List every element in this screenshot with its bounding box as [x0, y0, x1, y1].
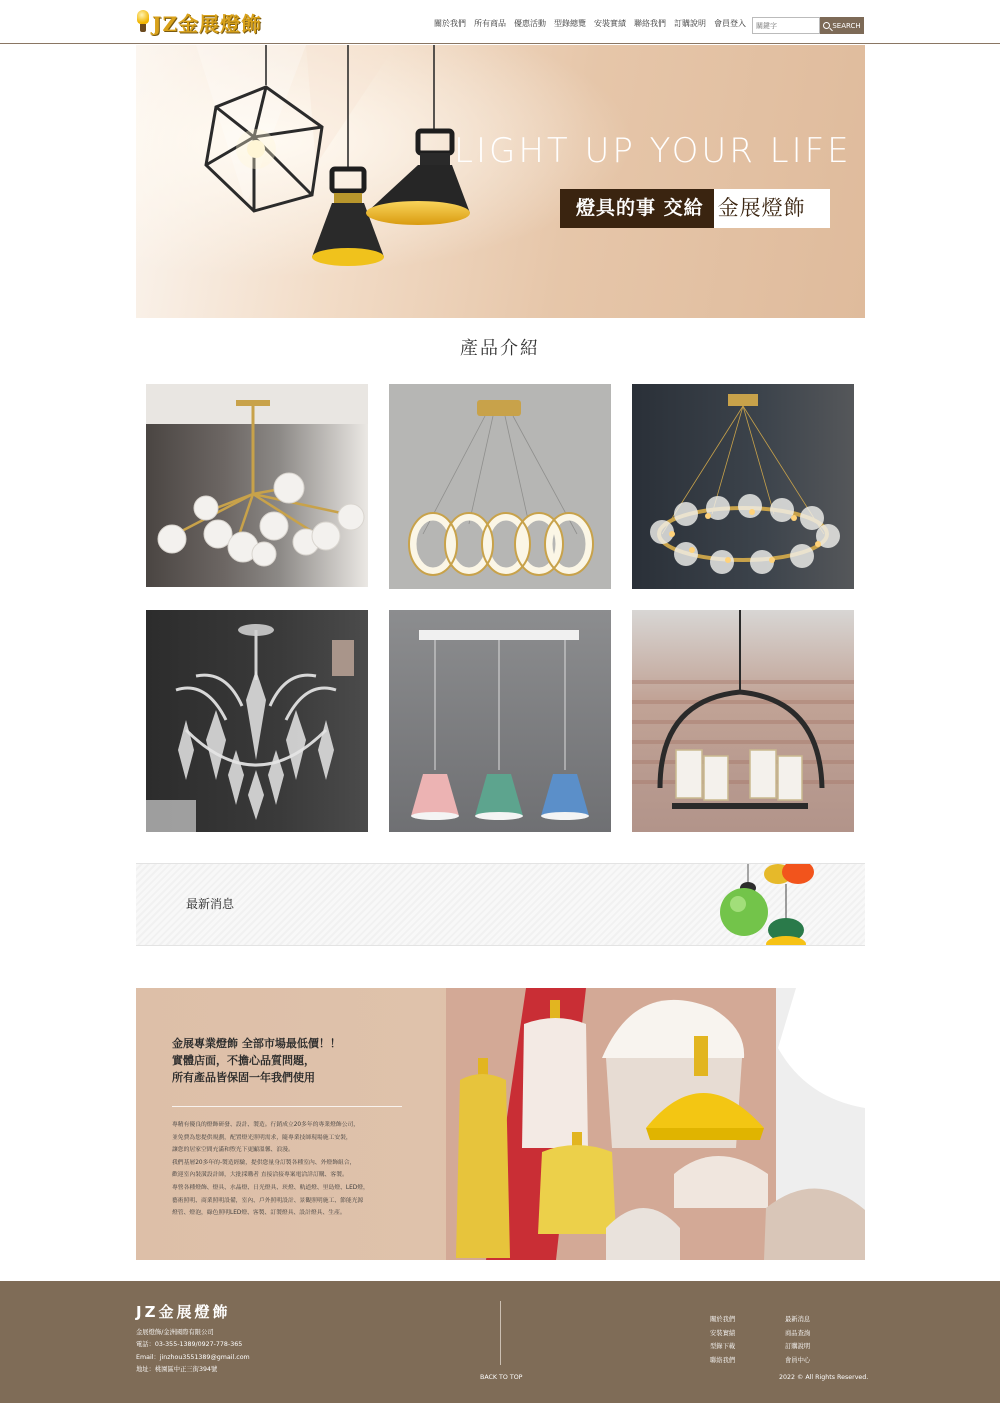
site-header [0, 0, 1000, 44]
promo-heading-line: 所有產品皆保固一年我們使用 [172, 1071, 315, 1084]
products-section-title: 產品介紹 [460, 338, 540, 359]
search-button[interactable] [820, 17, 864, 34]
main-nav [434, 18, 754, 29]
footer-email[interactable]: Email：jinzhou3551389@gmail.com [136, 1353, 250, 1361]
product-card-ring-pendant[interactable] [389, 384, 611, 589]
footer-link-catalog-download[interactable]: 型錄下載 [710, 1343, 736, 1350]
promo-heading-line: 實體店面，不擔心品質問題， [172, 1054, 315, 1067]
promo-heading-line: 金展專業燈飾 全部市場最低價！！ [172, 1037, 341, 1050]
nav-all-products[interactable]: 所有商品 [474, 19, 506, 28]
hero-banner [136, 45, 865, 318]
footer-link-installations[interactable]: 安裝實績 [710, 1329, 736, 1337]
news-label: 最新消息 [186, 897, 235, 911]
hero-tagline-dark: 燈具的事 交給 [560, 189, 714, 228]
footer-brand: JZ金展燈飾 [136, 1303, 231, 1321]
promo-body-line: 並免費為您提供規劃，配置燈光照明需求，隨專業技師現場施工安裝， [172, 1134, 352, 1141]
news-banner[interactable] [136, 863, 865, 946]
cage-chandelier-image [632, 610, 854, 832]
crystal-chandelier-image [146, 610, 368, 832]
nav-member-login[interactable]: 會員登入 [714, 19, 746, 28]
product-card-bubble-chandelier[interactable] [146, 384, 368, 587]
promo-body-line: 歡迎室內裝潢設計師，大批採購者 直接洽接專案電洽詳訂購、客製。 [172, 1172, 348, 1179]
colored-glass-lamps-image [696, 864, 865, 946]
product-card-color-pendant-set[interactable] [389, 610, 611, 832]
search-input[interactable] [752, 17, 820, 34]
footer-phone: 電話：03-355-1389/0927-778-365 [136, 1341, 243, 1349]
product-card-crystal-ring-chandelier[interactable] [632, 384, 854, 589]
footer-link-order-guide[interactable]: 訂購說明 [785, 1343, 811, 1350]
promo-body-line: 讓您的居家空間充滿和煦光下更顯溫馨、浪漫。 [172, 1147, 294, 1154]
logo-text: JZ金展燈飾 [152, 11, 263, 36]
hero-tagline [560, 189, 830, 228]
ring-pendant-image [389, 384, 611, 589]
nav-installations[interactable]: 安裝實績 [594, 19, 626, 28]
promo-body-line: 藝術照明、商業照明設備，室內、戶外照明設計、景觀照明施工、節能光源 [172, 1197, 364, 1204]
hero-tagline-light: 金展燈飾 [714, 189, 830, 228]
footer-address: 地址：桃園區中正三街394號 [136, 1365, 218, 1373]
footer-company-info [136, 1327, 250, 1376]
promo-body-line: 專精有優良的燈飾研發、設計、製造。行銷成立20多年的專業燈飾公司， [172, 1122, 360, 1128]
footer-divider [500, 1301, 501, 1365]
promo-body-line: 專營各種燈飾、燈具、水晶燈、日光燈具、崁燈、軌道燈、里島燈、LED燈， [172, 1184, 369, 1191]
footer-links-col2 [785, 1313, 810, 1367]
site-logo[interactable] [136, 8, 262, 36]
site-footer [0, 1281, 1000, 1403]
search-icon [823, 22, 830, 29]
color-pendant-set-image [389, 610, 611, 832]
hero-illustration [136, 45, 865, 318]
promo-divider [172, 1106, 402, 1107]
crystal-ring-chandelier-image [632, 384, 854, 589]
back-to-top-link[interactable]: BACK TO TOP [480, 1374, 523, 1381]
colorful-pendant-lamps-image [446, 988, 865, 1260]
footer-copyright: 2022 © All Rights Reserved. [779, 1374, 869, 1381]
footer-link-news[interactable]: 最新消息 [785, 1316, 811, 1323]
nav-catalog[interactable]: 型錄總覽 [554, 19, 586, 28]
nav-about[interactable]: 關於我們 [434, 19, 466, 28]
promo-body-line: 我們基層20多年的-製造經驗，提供您量身訂製各種室內、外燈飾組合， [172, 1159, 356, 1166]
footer-company-name: 金展燈飾/金洲國際有限公司 [136, 1329, 214, 1336]
footer-link-product-search[interactable]: 商品查詢 [785, 1329, 811, 1337]
footer-link-about[interactable]: 關於我們 [710, 1316, 736, 1323]
promo-heading [172, 1035, 341, 1086]
product-card-crystal-chandelier[interactable] [146, 610, 368, 832]
lightbulb-icon [136, 10, 150, 34]
promo-body [172, 1119, 412, 1220]
nav-order-guide[interactable]: 訂購說明 [674, 19, 706, 28]
footer-link-contact[interactable]: 聯絡我們 [710, 1356, 736, 1364]
promo-body-line: 燈管、燈泡，綠色照明LED燈、客製、訂製燈具、設計燈具、生產。 [172, 1210, 346, 1217]
footer-links-col1 [710, 1313, 735, 1367]
footer-link-member-center[interactable]: 會員中心 [785, 1356, 811, 1364]
promo-section [136, 988, 865, 1260]
search-button-label: SEARCH [832, 21, 861, 30]
product-card-cage-chandelier[interactable] [632, 610, 854, 832]
nav-contact[interactable]: 聯絡我們 [634, 19, 666, 28]
hero-title: LIGHT UP YOUR LIFE [454, 131, 852, 171]
bubble-chandelier-image [146, 384, 368, 587]
nav-promotions[interactable]: 優惠活動 [514, 19, 546, 28]
